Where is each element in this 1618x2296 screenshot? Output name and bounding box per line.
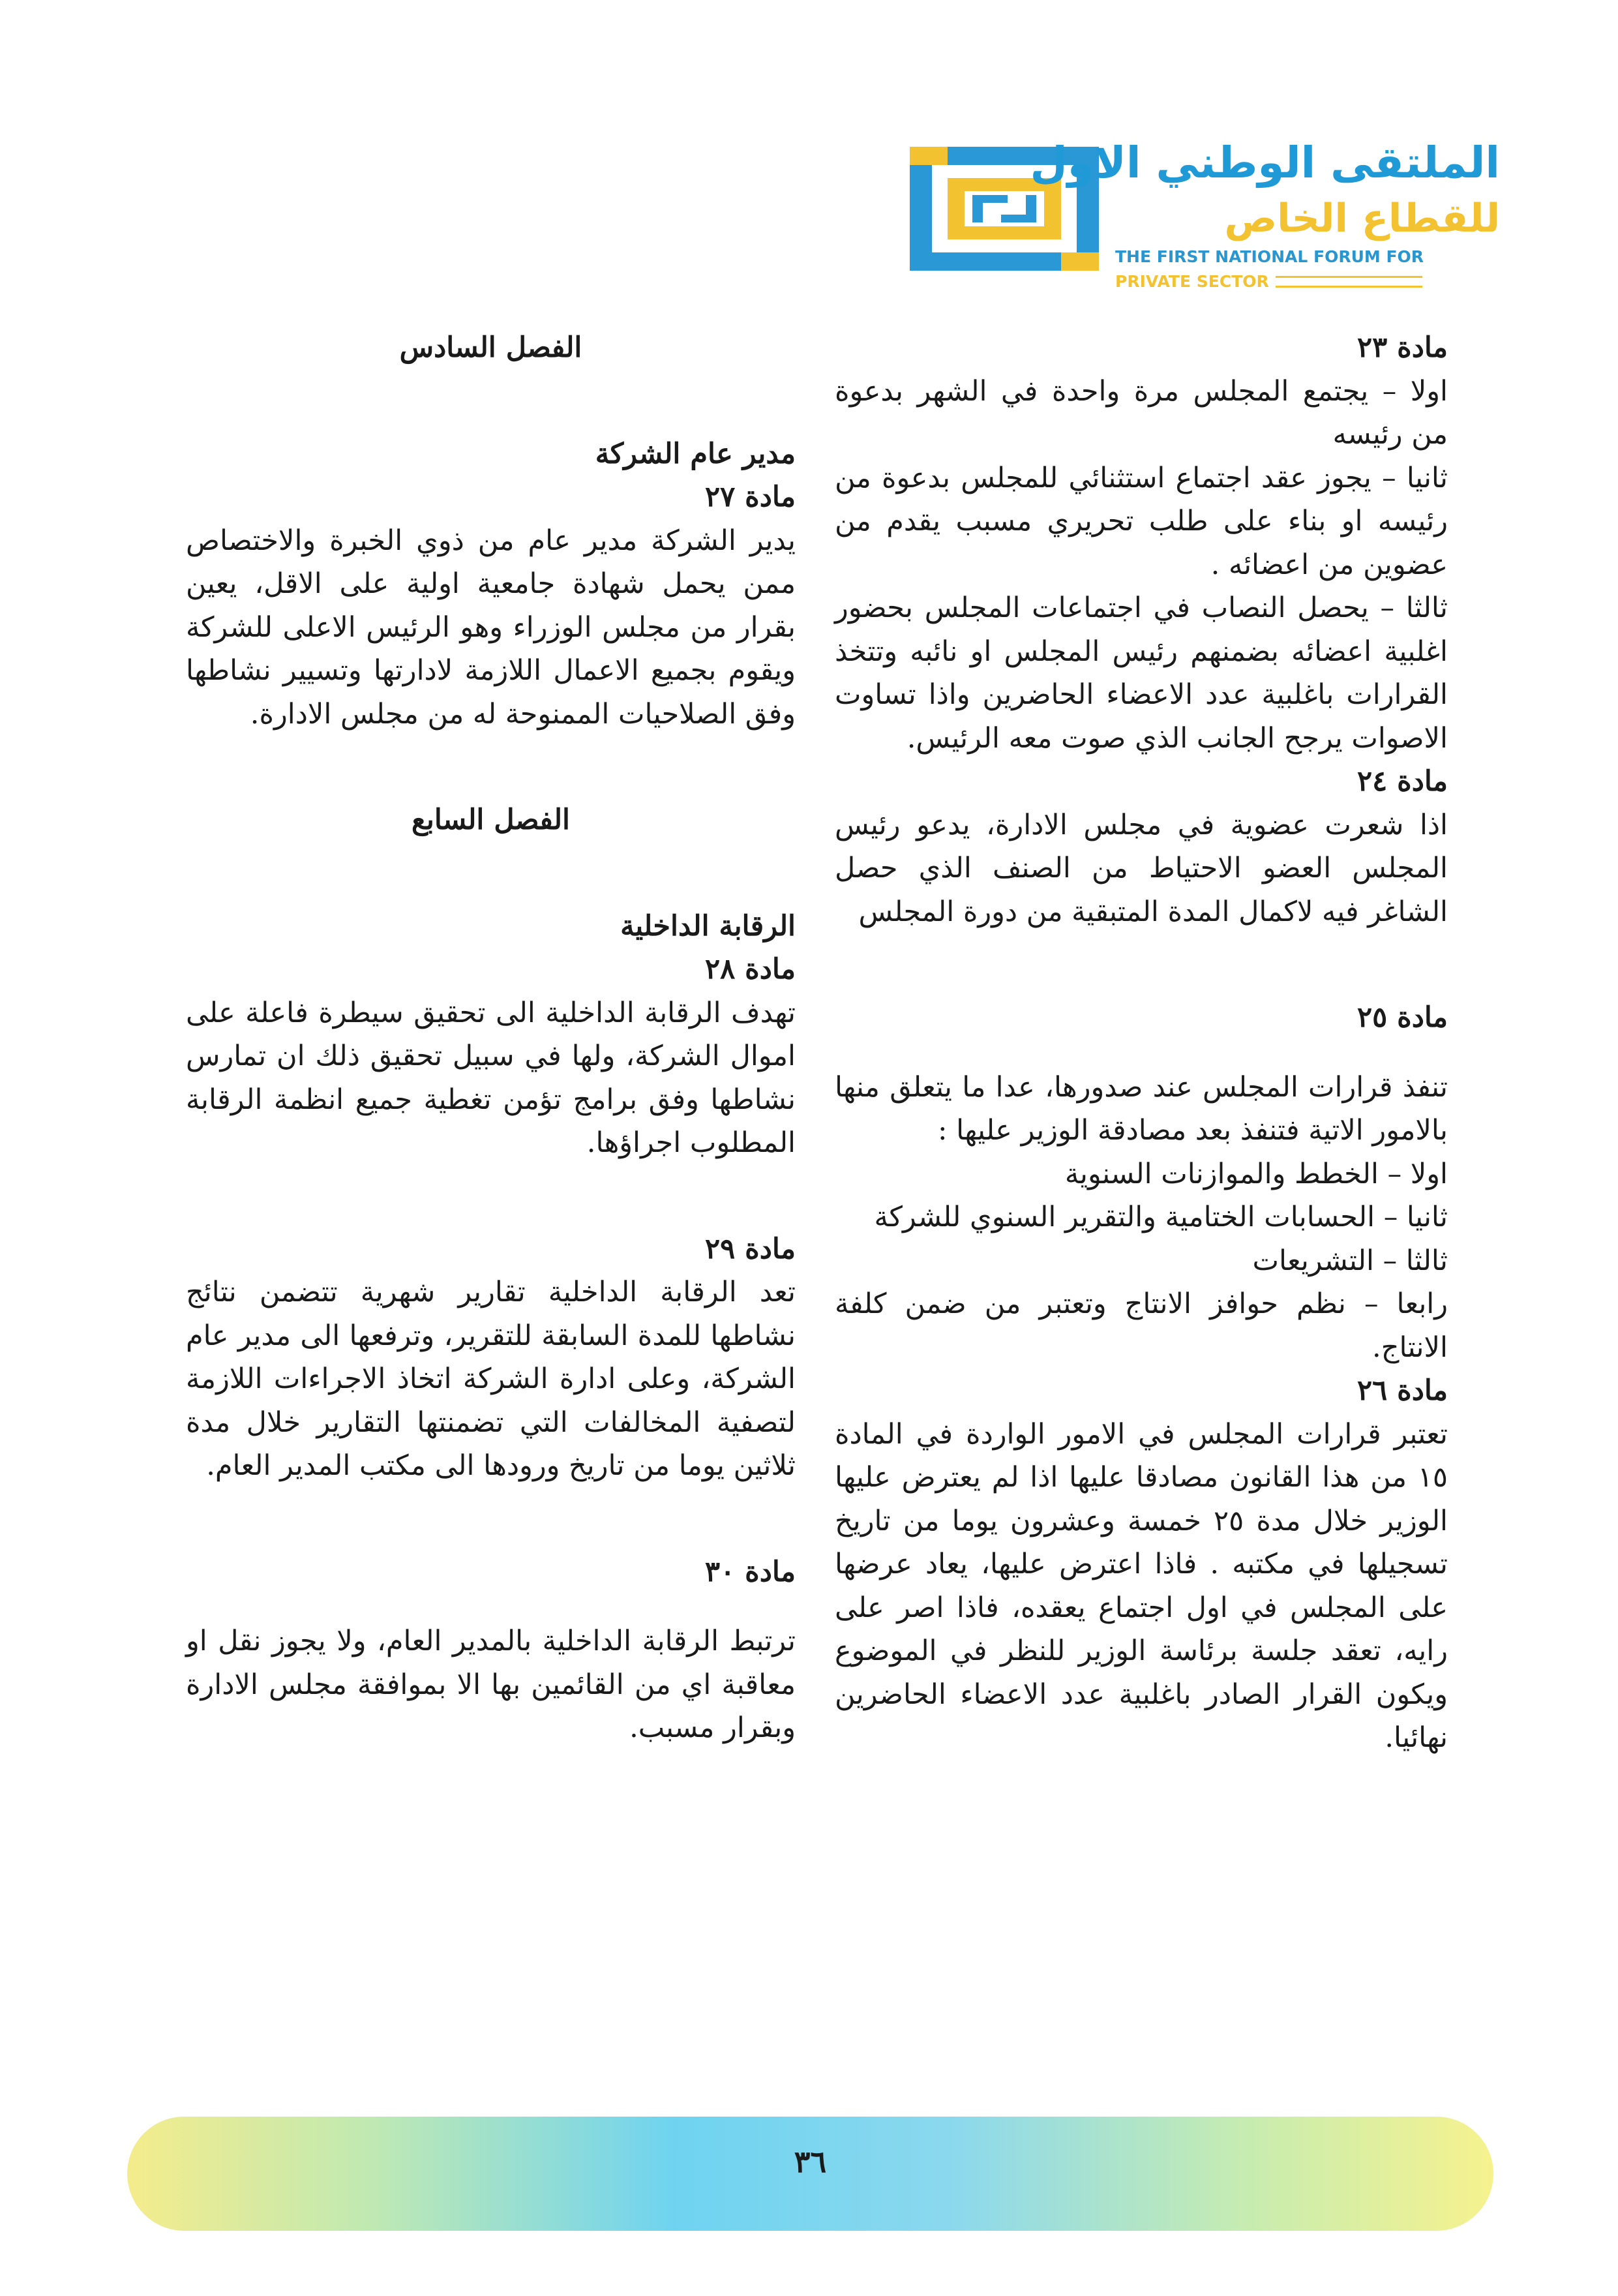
article-29-text: تعد الرقابة الداخلية تقارير شهرية تتضمن نتائج نشاطها للمدة السابقة للتقرير، وترفعها الى مدير عام الشركة، وعلى ادارة الشركة اتخاذ الاجراءات اللازمة لتصفية المخالفات التي تضمنتها التقارير خلال مدة ثلاثين يوما من تاريخ ورودها الى مكتب المدير العام. xyxy=(186,1276,796,1482)
chapter-7-title: الفصل السابع xyxy=(412,804,570,836)
logo-english-subtitle: PRIVATE SECTOR xyxy=(1115,272,1269,291)
article-29-title: مادة ٢٩ xyxy=(705,1232,796,1265)
article-25-item-4: رابعا – نظم حوافز الانتاج وتعتبر من ضمن كلفة الانتاج. xyxy=(835,1288,1448,1364)
article-23-clause-3: ثالثا – يحصل النصاب في اجتماعات المجلس بحضور اغلبية اعضائه بضمنهم رئيس المجلس او نائبه وتتخذ القرارات باغلبية عدد الاعضاء الحاضرين واذا تساوت الاصوات يرجح الجانب الذي صوت معه الرئيس. xyxy=(835,592,1448,755)
article-28-title: مادة ٢٨ xyxy=(705,953,796,986)
article-27-text: يدير الشركة مدير عام من ذوي الخبرة والاختصاص ممن يحمل شهادة جامعية اولية على الاقل، يعين بقرار من مجلس الوزراء وهو الرئيس الاعلى للشركة ويقوم بجميع الاعمال اللازمة لادارتها وتسيير نشاطها وفق الصلاحيات الممنوحة له من مجلس الادارة. xyxy=(186,524,796,731)
logo-arabic-title: الملتقى الوطني الاول xyxy=(1030,138,1500,188)
article-27-title: مادة ٢٧ xyxy=(705,481,796,513)
article-30-title: مادة ٣٠ xyxy=(705,1555,796,1588)
article-28-text: تهدف الرقابة الداخلية الى تحقيق سيطرة فاعلة على اموال الشركة، ولها في سبيل تحقيق ذلك ان تمارس نشاطها وفق برامج تؤمن تغطية جميع انظمة الرقابة المطلوب اجراؤها. xyxy=(186,996,796,1159)
logo-english-title: THE FIRST NATIONAL FORUM FOR xyxy=(1115,247,1424,266)
article-25-text: تنفذ قرارات المجلس عند صدورها، عدا ما يتعلق منها بالامور الاتية فتنفذ بعد مصادقة الوزير عليها : xyxy=(835,1070,1448,1147)
article-25-item-3: ثالثا – التشريعات xyxy=(1252,1244,1448,1277)
logo-english-line-2 xyxy=(1115,269,1500,294)
article-25-item-1: اولا – الخطط والموازنات السنوية xyxy=(1064,1157,1448,1190)
logo-decorative-rule xyxy=(1276,276,1422,288)
article-25-title: مادة ٢٥ xyxy=(1357,1001,1448,1034)
logo-english-line-1 xyxy=(1115,245,1500,269)
article-24-title: مادة ٢٤ xyxy=(1357,765,1448,798)
article-26-title: مادة ٢٦ xyxy=(1357,1374,1448,1407)
article-26-text: تعتبر قرارات المجلس في الامور الواردة في المادة ١٥ من هذا القانون مصادقا عليها اذا لم يعترض عليها الوزير خلال مدة ٢٥ خمسة وعشرون يوما من تاريخ تسجيلها في مكتبه . فاذا اعترض عليها، يعاد عرضها على المجلس في اول اجتماع يعقده، فاذا اصر على رايه، تعقد جلسة برئاسة الوزير للنظر في الموضوع ويكون القرار الصادر باغلبية عدد الاعضاء الحاضرين نهائيا. xyxy=(835,1417,1448,1754)
article-23-title: مادة ٢٣ xyxy=(1357,331,1448,364)
right-column xyxy=(835,326,1448,1760)
article-23-clause-1: اولا – يجتمع المجلس مرة واحدة في الشهر بدعوة من رئيسه xyxy=(835,374,1448,451)
forum-logo-text xyxy=(1030,134,1500,294)
article-24-text: اذا شعرت عضوية في مجلس الادارة، يدعو رئيس المجلس العضو الاحتياط من الصنف الذي حصل الشاغر فيه لاكمال المدة المتبقية من دورة المجلس xyxy=(835,808,1448,928)
page-number: ٣٦ xyxy=(794,2144,827,2179)
left-column xyxy=(186,326,796,1750)
chapter-7-subtitle: الرقابة الداخلية xyxy=(620,909,796,943)
logo-arabic-subtitle: للقطاع الخاص xyxy=(1224,196,1500,241)
article-23-clause-2: ثانيا – يجوز عقد اجتماع استثنائي للمجلس بدعوة من رئيسه او بناء على طلب تحريري مسبب يقدم من عضوين من اعضائه . xyxy=(835,461,1448,581)
chapter-6-title: الفصل السادس xyxy=(399,331,582,364)
footer-band xyxy=(127,2117,1493,2231)
article-30-text: ترتبط الرقابة الداخلية بالمدير العام، ولا يجوز نقل او معاقبة اي من القائمين بها الا بموافقة مجلس الادارة وبقرار مسبب. xyxy=(186,1625,796,1744)
article-25-item-2: ثانيا – الحسابات الختامية والتقرير السنوي للشركة xyxy=(874,1201,1448,1233)
chapter-6-subtitle: مدير عام الشركة xyxy=(595,437,796,470)
